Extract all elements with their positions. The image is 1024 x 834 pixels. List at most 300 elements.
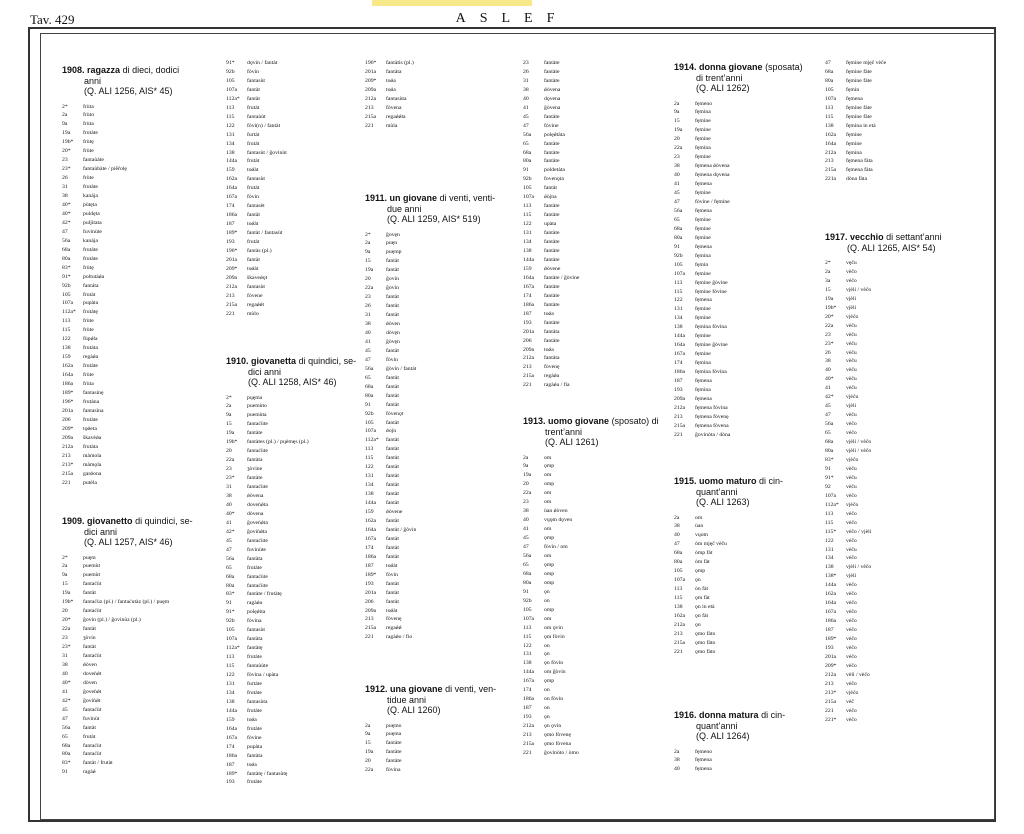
locality-code: 215a [674,639,686,646]
locality-code: 91 [674,243,680,250]
locality-code: 167a [674,351,686,358]
locality-code: 42* [825,394,834,401]
dialect-form: fęmine [695,190,711,197]
dialect-form: regàǿa [83,354,99,361]
entry-source: (Q. ALI 1261) [545,437,599,447]
locality-code: 134 [825,555,834,562]
form-row [523,301,579,310]
dialect-form: on [544,687,550,694]
form-row [523,704,673,713]
dialect-form: fantàt [386,491,399,498]
form-row [825,259,985,268]
form-row [523,274,579,283]
locality-code: 221 [674,431,683,438]
form-row [523,319,579,328]
dialect-form: frutàte [83,184,98,191]
form-row [825,626,985,635]
dialect-form: vèčo [846,609,857,616]
form-row [523,247,579,256]
locality-code: 40 [365,329,371,336]
dialect-form: vjèli / vèčo [846,439,872,446]
form-row [226,447,376,456]
locality-code: 113 [523,203,532,210]
dialect-form: fantàte [544,248,560,255]
form-row [365,580,515,589]
dialect-form: fantàte / frutàtę [247,591,282,598]
form-row [62,282,212,291]
form-row [226,157,287,166]
dialect-form: fęmena dǫvena [695,172,730,179]
form-row [674,386,824,395]
dialect-form: om ğòvin [544,669,566,676]
dialect-form: vèčo [846,492,857,499]
form-row [62,607,212,616]
entry-gloss-cont: tidue anni [387,694,427,705]
dialect-form: fęmine [695,127,711,134]
form-row [825,653,985,662]
dialect-form: màmola [83,452,102,459]
dialect-form: om [695,514,703,521]
locality-code: 68a [365,383,374,390]
dialect-form: vjèčo [846,501,859,508]
locality-code: 159 [226,167,235,174]
form-row [226,265,287,274]
form-row [62,120,212,129]
locality-code: 162a [825,591,837,598]
dialect-form: fantàt [386,374,399,381]
dialect-form: fantàt [386,455,399,462]
form-row [365,766,515,775]
form-row [226,492,376,501]
locality-code: 187 [674,378,683,385]
locality-code: 56a [62,237,71,244]
dialect-form: fùpǿla [83,336,98,343]
dialect-form: vèču [846,465,857,472]
dialect-form: puęma [386,731,402,738]
form-row [825,393,985,402]
entry-heading [674,62,824,94]
dialect-form: fęmena [695,207,712,214]
dialect-form: regaǿǿta [386,113,406,120]
dialect-form: frutàte [247,689,262,696]
entry-1910b [365,59,414,131]
form-row [674,323,824,332]
form-row [62,389,212,398]
dialect-form: fuvinùte [83,228,102,235]
locality-code: 15 [674,118,680,125]
locality-code: 107a [523,615,535,622]
form-row [226,202,287,211]
locality-code: 26 [523,68,529,75]
form-row [226,256,287,265]
dialect-form: fantàte [544,113,560,120]
locality-code: 40 [226,501,232,508]
entry-1915 [674,476,824,657]
locality-code: 92b [523,176,532,183]
form-row [523,686,673,695]
locality-code: 92b [523,597,532,604]
form-row [825,268,985,277]
form-row [365,231,515,240]
dialect-form: fantàte [544,203,560,210]
dialect-form: fantaćùt [83,581,102,588]
dialect-form: fuvinùte [247,546,266,553]
locality-code: 68a [523,149,532,156]
form-row [226,743,376,752]
form-row [226,573,376,582]
dialect-form: fantàtes (pl.) / pųèmęs (pl.) [247,439,309,446]
dialect-form: fòvena [386,104,402,111]
dialect-form: puljìtata [83,219,102,226]
dialect-form: vèču [846,340,857,347]
entry-heading [674,476,824,508]
dialect-form: frùta [83,103,94,110]
locality-code: 45 [523,535,529,542]
dialect-form: fantàt / frutàt [83,760,113,767]
form-row [62,598,212,607]
form-row [62,688,212,697]
form-row [62,589,212,598]
dialect-form: ǫm fàt [695,595,710,602]
locality-code: 162a [365,518,377,524]
entry-gloss-cont: quant’anni [696,486,738,497]
form-row [523,131,579,140]
dialect-form: fęmine [846,140,862,147]
form-row [674,639,824,648]
dialect-form: polęǿtàta [544,131,565,138]
locality-code: 41 [825,385,831,392]
form-row [523,471,673,480]
form-row [365,472,515,481]
locality-code: 42* [62,697,71,704]
form-row [825,113,886,122]
locality-code: 23 [365,294,371,301]
form-row [62,407,212,416]
locality-code: 134 [226,689,235,696]
locality-code: 19b* [226,439,238,446]
form-row [226,662,376,671]
dialect-form: doveǹǿt [83,670,102,677]
form-row [825,340,985,349]
form-row [674,413,824,422]
form-row [226,184,287,193]
entry-number: 1909. [62,516,85,526]
dialect-form: fęmin [695,261,709,268]
dialect-form: toǿa [544,346,554,353]
dialect-form: fantaćùte [247,448,268,455]
form-row [62,768,212,777]
dialect-form: fòvin [247,68,260,75]
locality-code: 162a [674,612,686,619]
dialect-form: fęmine [695,136,711,143]
locality-code: 213 [523,364,532,371]
locality-code: 56a [226,555,235,562]
form-row [825,546,985,555]
form-row [825,581,985,590]
form-row [825,635,985,644]
locality-code: 122 [62,336,71,343]
locality-code: 167a [226,734,238,741]
locality-code: 201a [365,589,377,596]
locality-code: 23* [825,340,834,347]
form-row [365,302,515,311]
form-row [523,462,673,471]
form-row [674,756,824,765]
form-row [674,314,824,323]
form-row [523,695,673,704]
locality-code: 9a [62,121,68,128]
locality-code: 40* [62,679,71,686]
form-row [62,246,212,255]
dialect-form: vèčo [846,600,857,607]
locality-code: 162a [825,131,837,138]
form-row [523,579,673,588]
locality-code: 107a [674,270,686,277]
locality-code: 138 [226,698,235,705]
form-row [226,626,376,635]
locality-code: 105 [365,419,374,426]
dialect-form: on [544,705,550,712]
form-row [825,537,985,546]
form-row [674,198,824,207]
dialect-form: frùtę [83,264,94,271]
form-row [365,490,515,499]
form-row [523,95,579,104]
form-row [365,374,515,383]
form-row [365,757,515,766]
dialect-form: fantàt [83,644,96,651]
entry-forms [62,103,212,488]
locality-code: 215a [226,301,238,308]
form-row [674,171,824,180]
dialect-form: poldetàta [544,167,565,174]
form-row [365,739,515,748]
locality-code: 138 [523,660,532,667]
dialect-form: fantasinę [83,390,104,396]
dialect-form: frutàte [247,725,262,732]
entry-gloss: di quindici, se- [132,516,193,526]
form-row [226,95,287,104]
dialect-form: kanája [83,237,98,244]
locality-code: 38 [674,163,680,170]
locality-code: 212a [674,621,686,628]
locality-code: 215a [674,422,686,429]
form-row [674,100,824,109]
locality-code: 164a [825,600,837,607]
locality-code: 2a [226,403,232,410]
form-row [674,305,824,314]
dialect-form: vèču [846,322,857,329]
locality-code: 113 [825,104,834,111]
dialect-form: frutàte [247,564,262,571]
dialect-form: pùtęta [83,201,97,208]
dialect-form: fantaćùte [247,484,268,491]
entry-headword: donna giovane [699,62,763,72]
form-row [365,508,515,517]
dialect-form: òm fàt [695,559,710,566]
locality-code: 212a [825,671,837,678]
form-row [825,104,886,113]
dialect-form: furtàte [247,681,262,687]
dialect-form: fęmine [846,131,862,138]
locality-code: 131 [825,546,834,553]
locality-code: 221 [365,634,374,641]
dialect-form: fęmena fòvina [695,404,728,411]
form-row [365,266,515,275]
locality-code: 2* [226,394,232,401]
locality-code: 45 [226,537,232,544]
form-row [523,713,673,722]
entry-source: (Q. ALI 1263) [696,497,750,507]
locality-code: 186a [523,696,535,703]
entry-headword: giovanetta [251,356,297,366]
entry-forms [365,722,515,776]
dialect-form: ğòvena [544,104,561,111]
entry-source: (Q. ALI 1256, AIS* 45) [84,86,173,96]
dialect-form: vèčo [846,716,857,723]
form-row [365,454,515,463]
locality-code: 31 [523,77,529,84]
dialect-form: vèčo [846,618,857,625]
locality-code: 65 [674,216,680,223]
dialect-form: fantaćùz (pl.) / fantaćutàz (pl.) / puęm [83,599,170,606]
dialect-form: vèčo [846,636,857,643]
locality-code: 115 [825,113,834,120]
locality-code: 31 [62,652,68,659]
form-row [226,698,376,707]
dialect-form: fantàt [386,580,399,587]
entry-forms [365,59,414,131]
dialect-form: ǫmp [544,463,555,470]
locality-code: 107a [365,428,377,435]
locality-code: 23 [62,157,68,164]
form-row [62,237,212,246]
locality-code: 26 [825,349,831,356]
dialect-form: fęmine fàte [846,113,872,120]
form-row [523,606,673,615]
form-row [674,514,824,523]
entry-number: 1912. [365,684,388,694]
form-row [226,211,287,220]
locality-code: 159 [226,716,235,723]
locality-code: 167a [523,283,535,290]
locality-code: 38 [365,321,371,328]
locality-code: 2a [62,112,68,119]
locality-code: 221 [674,648,683,655]
form-row [523,184,579,193]
dialect-form: ǿòvena [544,86,561,93]
locality-code: 105 [674,261,683,268]
dialect-form: fòvin [247,194,260,201]
form-row [365,419,515,428]
locality-code: 167a [523,678,535,685]
locality-code: 159 [365,509,374,516]
form-row [62,434,212,443]
dialect-form: pųęma [247,394,263,401]
form-row [62,156,212,165]
dialect-form: fęmena fòvenę [695,413,729,420]
locality-code: 80a [825,77,834,84]
form-row [62,147,212,156]
form-row [226,104,287,113]
locality-code: 42* [62,219,71,226]
dialect-form: vèčo [846,591,857,598]
dialect-form: furtàt [247,131,260,138]
locality-code: 68a [226,573,235,580]
locality-code: 122 [674,297,683,304]
form-row [365,544,515,553]
locality-code: 215a [365,625,377,632]
dialect-form: puęmo [386,722,402,729]
form-row [825,131,886,140]
locality-code: 47 [226,546,232,553]
form-row [523,650,673,659]
form-row [825,572,985,581]
dialect-form: fantàtis (pl.) [386,60,414,66]
form-row [226,555,376,564]
dialect-form: fęmena [846,95,863,102]
entry-headword: giovanetto [87,516,133,526]
form-row [825,554,985,563]
dialect-form: toǿa [247,716,257,723]
locality-code: 38 [523,508,529,515]
form-row [62,697,212,706]
locality-code: 193 [226,779,235,786]
form-row [674,189,824,198]
entry-heading [226,356,376,388]
form-row [674,368,824,377]
locality-code: 19b* [62,599,74,606]
form-row [226,429,376,438]
form-row [226,113,287,122]
dialect-form: vèčo [846,430,857,437]
dialect-form: vèču [846,412,857,419]
dialect-form: ǫmo fòvenę [544,732,572,739]
locality-code: 20 [523,481,529,488]
dialect-form: fantasèt [247,203,265,210]
form-row [226,546,376,555]
form-row [226,725,376,734]
locality-code: 40* [62,201,71,208]
locality-code: 122 [523,642,532,649]
entry-1911 [365,193,515,642]
dialect-form: fantàt [386,464,399,471]
entry-forms [825,59,886,184]
locality-code: 41 [62,688,68,695]
locality-code: 209a [62,434,74,441]
entry-number: 1916. [674,710,697,720]
form-row [825,357,985,366]
locality-code: 174 [226,203,235,210]
dialect-form: toǿàt [247,265,259,272]
form-row [62,452,212,461]
dialect-form: fantaćùt [83,742,102,749]
form-row [825,286,985,295]
locality-code: 144a [523,669,535,676]
locality-code: 38 [226,492,232,499]
form-row [62,562,212,571]
entry-1914 [674,62,824,440]
entry-gloss-cont: trent’anni [545,426,583,437]
dialect-form: vèču [846,376,857,383]
dialect-form: ǿòven [386,321,400,328]
dialect-form: fantàt [544,185,557,192]
form-row [825,608,985,617]
entry-number: 1910. [226,356,249,366]
dialect-form: om [544,615,552,622]
locality-code: 2a [365,722,371,729]
locality-code: 209* [825,662,837,669]
